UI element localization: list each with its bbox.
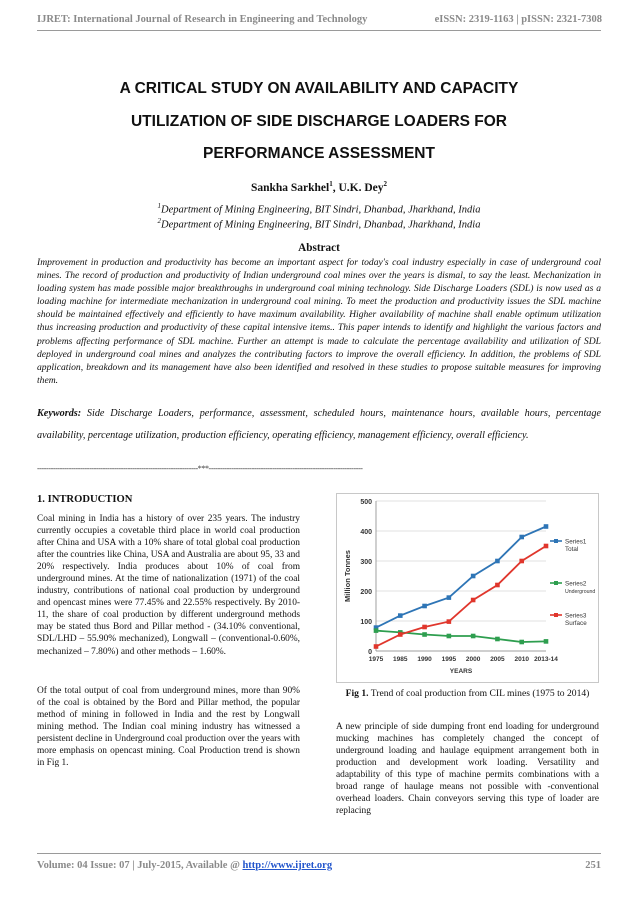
legend-label-2: Series2 xyxy=(565,580,587,588)
intro-paragraph-1: Coal mining in India has a history of over 235 years. The industry currently occupies a covetable third place in world coal production after China and USA with a 10% share of total global coal production after the countries like China, USA and Australia are about 95, 33 and 20% respectively. India produces about 10% of coal from underground mines. At the time of nationalization (1971) of the coal industry, contributions of national coal production by underground and opencast mines were 77.45% and 22.55% respectively. By 2010-11, the share of coal production by different underground methods may be stated thus Bord and Pillar method - (34.10% conventional, SDL/LHD – 55.90% mechanized), Longwall – (conventional-0.60%, mechanized – 7.80%) and other methods – 1.60%. xyxy=(37,514,300,657)
y-tick-label: 400 xyxy=(360,529,372,536)
data-point xyxy=(495,559,500,564)
affiliation-1-text: Department of Mining Engineering, BIT Sindri, Dhanbad, Jharkhand, India xyxy=(161,204,481,216)
data-point xyxy=(398,613,403,618)
data-point xyxy=(471,634,476,639)
data-point xyxy=(447,595,452,600)
footer-volume-text: Volume: 04 Issue: 07 | July-2015, Available @ xyxy=(37,860,243,871)
author-1: Sankha Sarkhel xyxy=(250,181,330,194)
x-tick-label: 2013-14 xyxy=(534,656,558,663)
data-point xyxy=(447,634,452,639)
x-axis-label: YEARS xyxy=(449,668,473,675)
data-point xyxy=(374,644,379,649)
y-tick-label: 500 xyxy=(360,499,372,506)
author-2: U.K. Dey xyxy=(338,181,384,194)
legend-sublabel-3: Surface xyxy=(565,620,587,627)
issn: eISSN: 2319-1163 | pISSN: 2321-7308 xyxy=(434,14,602,25)
y-tick-label: 300 xyxy=(360,559,372,566)
data-point xyxy=(495,583,500,588)
title-line-1: A CRITICAL STUDY ON AVAILABILITY AND CAPACITY xyxy=(119,80,519,97)
data-point xyxy=(519,640,524,645)
data-point xyxy=(495,637,500,642)
legend-sublabel-1: Total xyxy=(565,546,579,553)
keywords xyxy=(37,403,601,446)
y-axis-label: Million Tonnes xyxy=(343,550,352,602)
x-tick-label: 1985 xyxy=(393,656,408,663)
x-tick-label: 2010 xyxy=(514,656,529,663)
legend-label-3: Series3 xyxy=(565,612,587,620)
data-point xyxy=(544,639,549,644)
legend-marker xyxy=(554,539,558,543)
x-tick-label: 2000 xyxy=(465,656,481,663)
data-point xyxy=(471,598,476,603)
figure-1 xyxy=(336,493,599,683)
separator: -----------------------------------------------------------------------***-------------------------------------------------------------------- xyxy=(37,464,363,473)
affiliation-2 xyxy=(37,217,601,231)
abstract-heading: Abstract xyxy=(298,242,340,254)
keywords-label: Keywords: xyxy=(37,408,82,419)
data-point xyxy=(422,625,427,630)
data-point xyxy=(544,524,549,529)
author-1-sup: 1 xyxy=(329,180,333,188)
authors xyxy=(37,180,601,194)
figure-caption-text: Trend of coal production from CIL mines (1975 to 2014) xyxy=(368,688,590,699)
data-point xyxy=(471,574,476,579)
affiliation-2-sup: 2 xyxy=(157,217,162,225)
data-point xyxy=(519,559,524,564)
y-tick-label: 100 xyxy=(360,619,372,626)
data-point xyxy=(422,604,427,609)
abstract-text: Improvement in production and productivity has become an important aspect for today's coal industry especially in case of underground coal mines. The record of production and productivity of Indian underground coal mines over the years is dismal, to say the least. Mechanization in loading system has made possible major breakthroughs in underground coal mining technology. Side Discharge Loaders (SDL) is now used as a loading machine for intermediate mechanization in underground coal mining. To meet the production and productivity issues the SDL machine should be maintained effectively and efficiently to have maximum availability. Higher availability of machine shall enable optimum utilization thus increasing production and productivity of these capital intensive items.. This paper intends to identify and highlight the various factors and problems affecting performance of SDL machine. Further an attempt is made to calculate the percentage availability and utilization of SDL deployed in underground coal mines and analyzes the contributing factors to improve the overall efficiency. In addition, the problems of SDL application, breakdown and its management have also been identified and resolved in these studies to propose suitable measures for improving them. xyxy=(37,257,601,386)
affiliation-1 xyxy=(37,202,601,216)
x-tick-label: 2005 xyxy=(490,656,505,663)
x-tick-label: 1995 xyxy=(441,656,457,663)
data-point xyxy=(447,619,452,624)
y-tick-label: 200 xyxy=(360,589,372,596)
data-point xyxy=(544,544,549,549)
title-line-2: UTILIZATION OF SIDE DISCHARGE LOADERS FOR xyxy=(130,113,508,130)
journal-name: IJRET: International Journal of Research in Engineering and Technology xyxy=(37,14,368,25)
affiliation-2-text: Department of Mining Engineering, BIT Sindri, Dhanbad, Jharkhand, India xyxy=(161,219,481,231)
x-tick-label: 1975 xyxy=(368,656,384,663)
y-tick-label: 0 xyxy=(368,649,372,656)
keywords-text: Side Discharge Loaders, performance, assessment, scheduled hours, maintenance hours, available hours, percentage availability, percentage utilization, production efficiency, operating efficiency, management efficiency, overall efficiency. xyxy=(37,408,601,441)
affiliation-1-sup: 1 xyxy=(157,202,162,210)
data-point xyxy=(398,632,403,637)
legend-marker xyxy=(554,613,558,617)
right-paragraph: A new principle of side dumping front end loading for underground mucking machines has completely changed the concept of underground loading and haulage equipment arrangement both in production and development work loading. Versatility and adaptability of this type of machine permits combinations with a broad range of haulage means not possible with -conventional overhead loaders. Chain conveyors serving this type of loader are replacing xyxy=(336,722,599,817)
figure-caption-label: Fig 1. xyxy=(345,688,369,699)
section-heading: 1. INTRODUCTION xyxy=(37,494,133,505)
author-2-sup: 2 xyxy=(383,180,388,188)
footer-rule xyxy=(37,853,601,854)
author-sep: , xyxy=(332,181,339,194)
figure-caption xyxy=(336,688,599,701)
data-point xyxy=(519,535,524,540)
intro-paragraph-2: Of the total output of coal from underground mines, more than 90% of the coal is obtained by the Bord and Pillar method, the popular method of mining in followed in India and the rest by Longwall mining method. The Indian coal mining industry has witnessed a persistent decline in Underground coal production over the years with more emphasis on opencast mining. Coal Production trend is shown in Fig 1. xyxy=(37,686,300,769)
title-line-3: PERFORMANCE ASSESSMENT xyxy=(203,145,435,162)
page-number: 251 xyxy=(585,860,601,871)
header-rule xyxy=(37,30,601,31)
footer-volume xyxy=(37,860,332,871)
journal-link[interactable]: http://www.ijret.org xyxy=(242,860,333,871)
x-tick-label: 1990 xyxy=(417,656,432,663)
legend-label-1: Series1 xyxy=(565,538,587,546)
legend-sublabel-2: Underground xyxy=(565,589,596,595)
data-point xyxy=(374,628,379,633)
data-point xyxy=(422,632,427,637)
legend-marker xyxy=(554,581,558,585)
production-trend-chart xyxy=(336,493,599,683)
